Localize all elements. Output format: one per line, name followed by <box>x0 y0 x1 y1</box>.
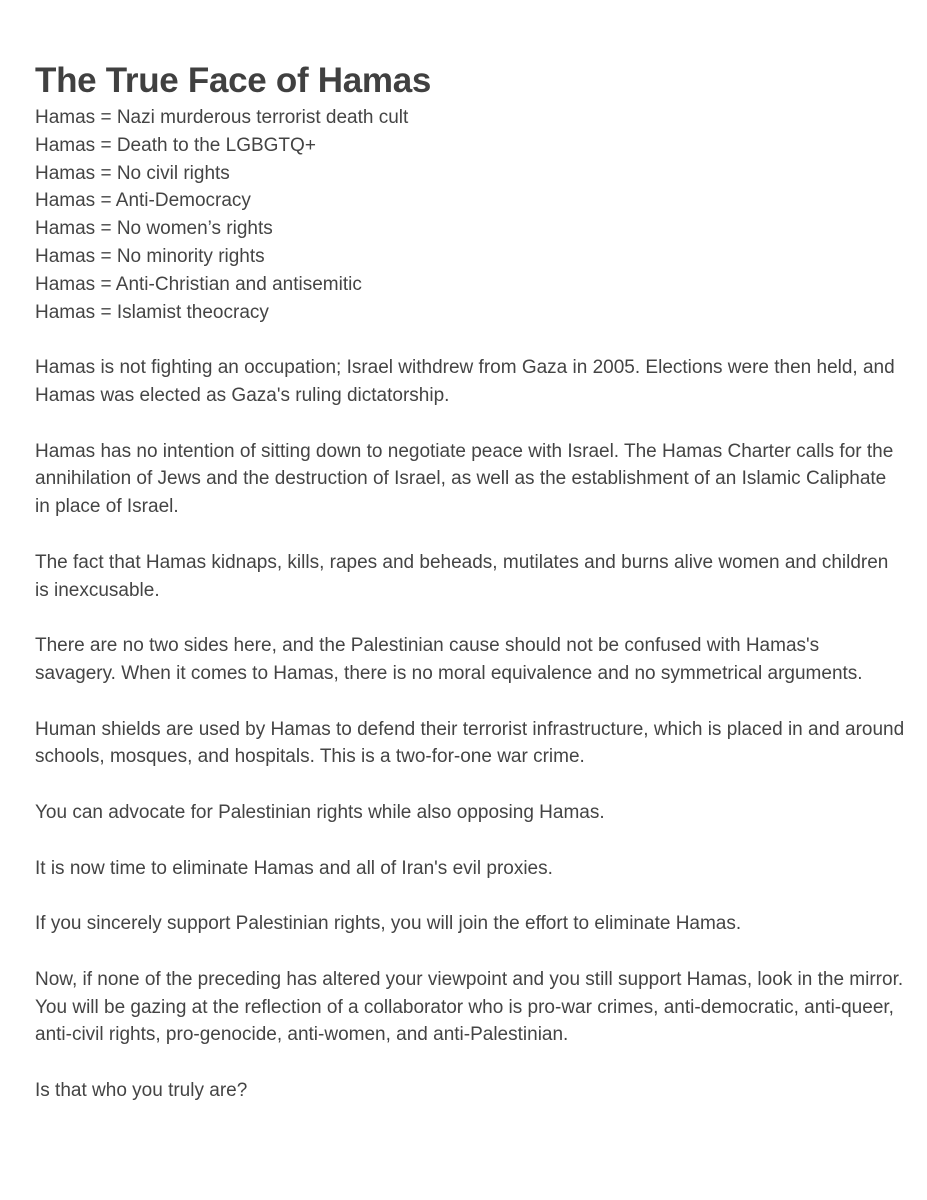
paragraph-human-shields: Human shields are used by Hamas to defend their terrorist infrastructure, which is placed in and around schools, mosques, and hospitals. This is a two-for-one war crime. <box>35 718 905 768</box>
paragraph-two-sides: There are no two sides here, and the Palestinian cause should not be confused with Hamas's savagery. When it comes to Hamas, there is no moral equivalence and no symmetrical arguments. <box>35 635 863 684</box>
list-item: Hamas = Anti-Christian and antisemitic <box>35 273 362 295</box>
paragraph-occupation: Hamas is not fighting an occupation; Israel withdrew from Gaza in 2005. Elections were then held, and Hamas was elected as Gaza's ruling dictatorship. <box>35 357 895 406</box>
list-item: Hamas = No civil rights <box>35 162 230 184</box>
list-item: Hamas = Death to the LGBGTQ+ <box>35 134 316 156</box>
equation-list <box>35 104 905 326</box>
paragraph-atrocities: The fact that Hamas kidnaps, kills, rapes and beheads, mutilates and burns alive women and children is inexcusable. <box>35 551 889 601</box>
paragraph-question: Is that who you truly are? <box>35 1079 248 1101</box>
paragraph-mirror: Now, if none of the preceding has altered your viewpoint and you still support Hamas, look in the mirror. You will be gazing at the reflection of a collaborator who is pro-war crimes, anti-democratic, anti-queer, anti-civil rights, pro-genocide, anti-women, and anti-Palestinian. <box>35 968 904 1046</box>
list-item: Hamas = Islamist theocracy <box>35 301 269 323</box>
paragraph-support: If you sincerely support Palestinian rights, you will join the effort to eliminate Hamas. <box>35 913 742 935</box>
list-item: Hamas = No women’s rights <box>35 218 273 240</box>
paragraph-advocate: You can advocate for Palestinian rights while also opposing Hamas. <box>35 801 605 823</box>
list-item: Hamas = No minority rights <box>35 245 265 267</box>
paragraph-charter: Hamas has no intention of sitting down to negotiate peace with Israel. The Hamas Charter calls for the annihilation of Jews and the destruction of Israel, as well as the establishment of an Islamic Caliphate in place of Israel. <box>35 440 894 518</box>
list-item: Hamas = Nazi murderous terrorist death cult <box>35 107 409 128</box>
paragraph-eliminate: It is now time to eliminate Hamas and all of Iran's evil proxies. <box>35 857 553 879</box>
page-title: The True Face of Hamas <box>35 61 432 100</box>
list-item: Hamas = Anti-Democracy <box>35 190 251 212</box>
document-body <box>35 58 905 1105</box>
